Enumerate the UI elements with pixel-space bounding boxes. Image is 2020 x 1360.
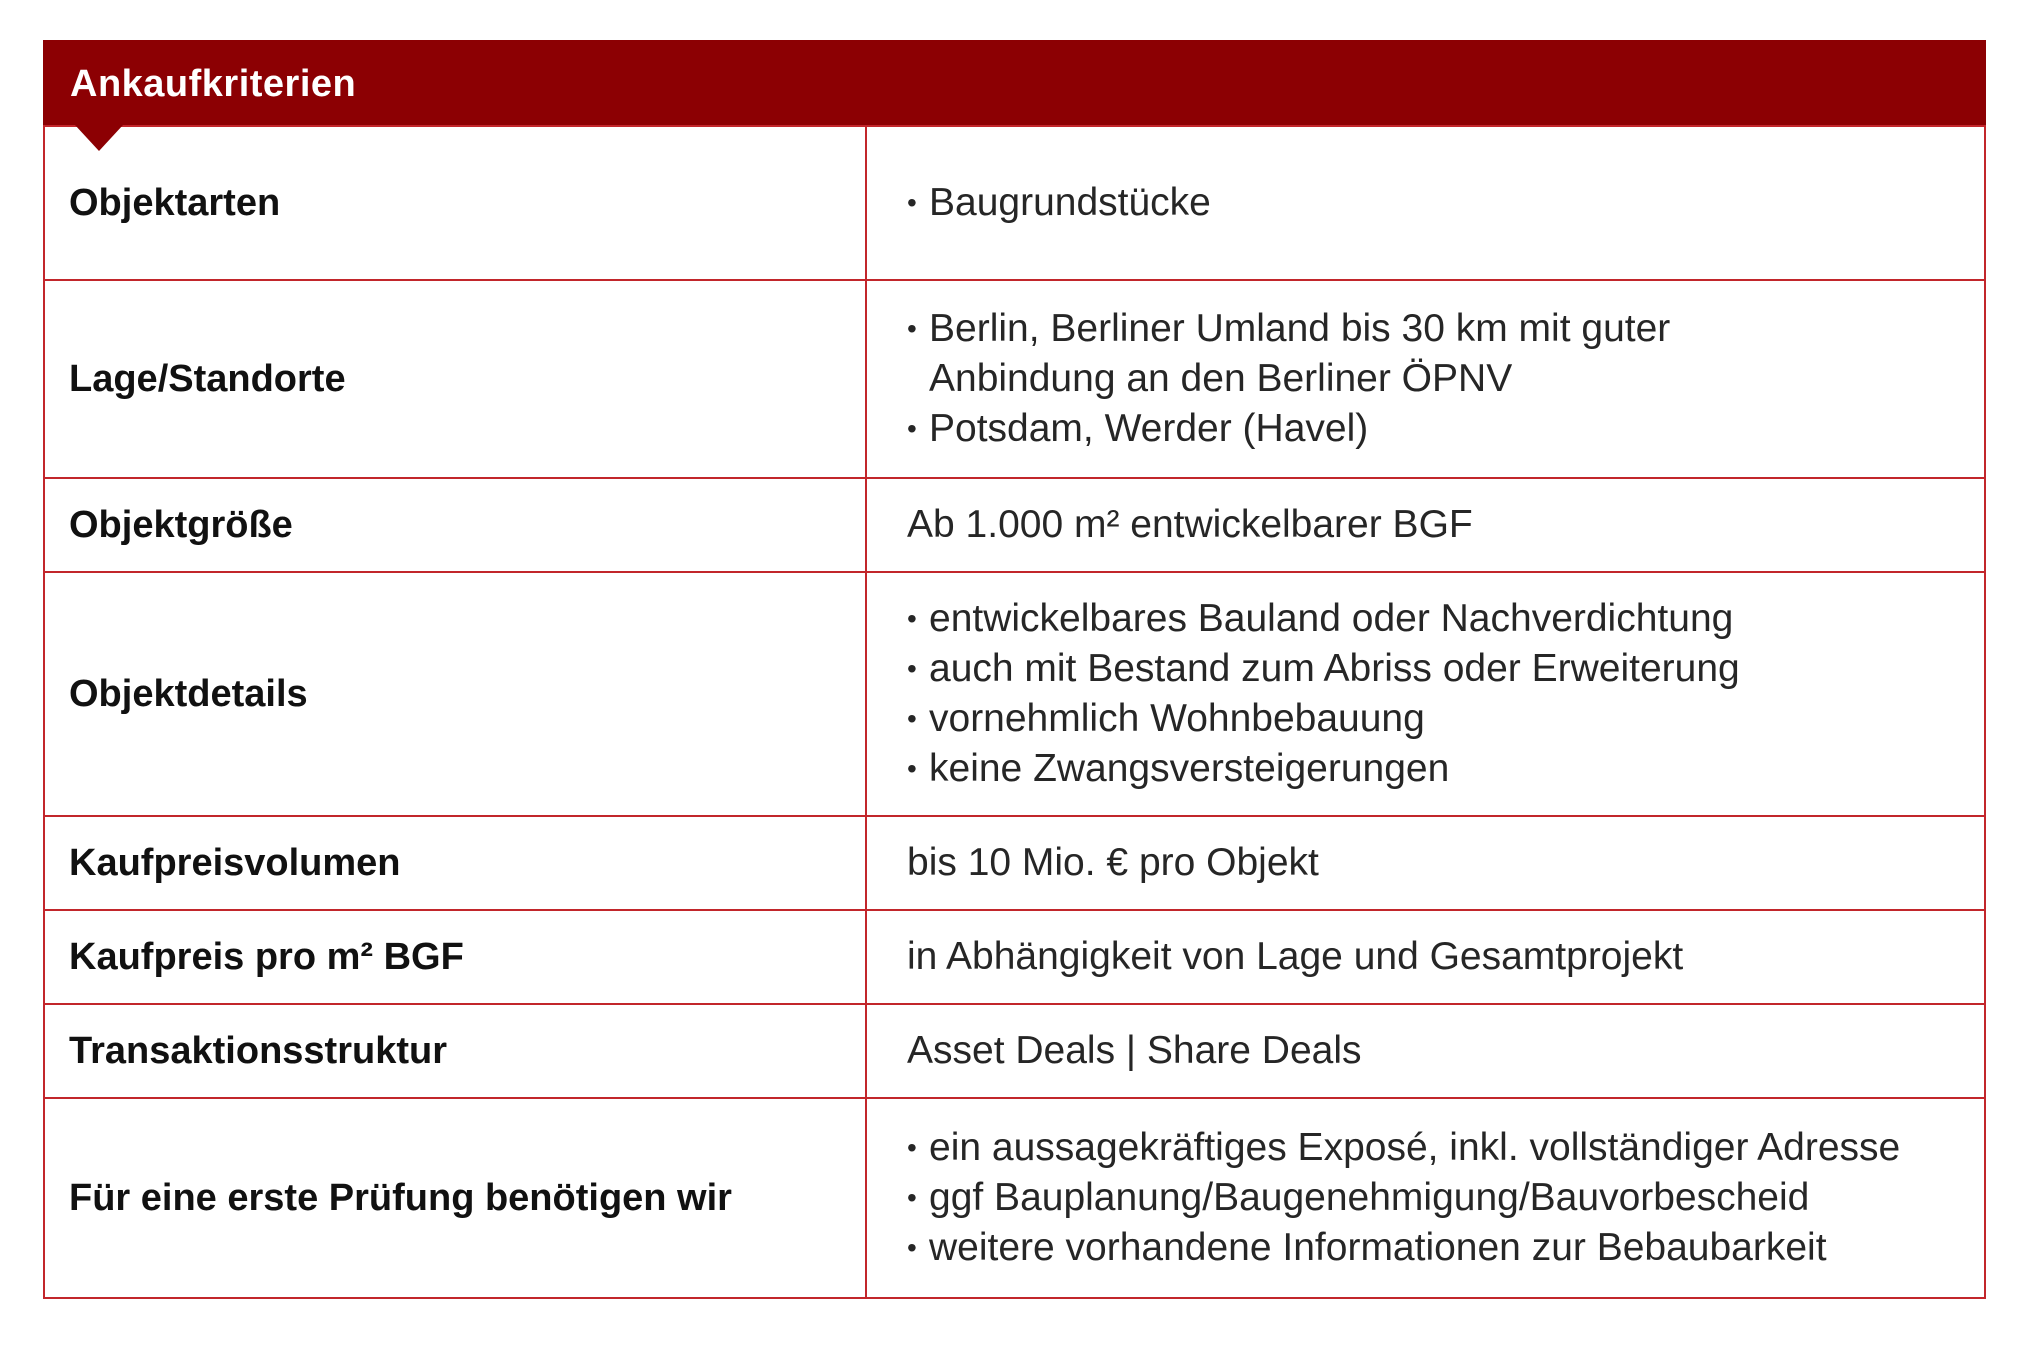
- bullet-item: • ggf Bauplanung/Baugenehmigung/Bauvorbescheid: [907, 1173, 1984, 1223]
- criteria-value: Ab 1.000 m² entwickelbarer BGF: [866, 478, 1985, 572]
- criteria-value: [866, 1098, 1985, 1298]
- table-row: [44, 478, 1985, 572]
- bullet-item: • vornehmlich Wohnbebauung: [907, 694, 1984, 744]
- criteria-label: Objektdetails: [44, 572, 866, 816]
- bullet-item: • entwickelbares Bauland oder Nachverdichtung: [907, 594, 1984, 644]
- table-row: [44, 816, 1985, 910]
- criteria-label: Für eine erste Prüfung benötigen wir: [44, 1098, 866, 1298]
- criteria-value: in Abhängigkeit von Lage und Gesamtprojekt: [866, 910, 1985, 1004]
- table-row: [44, 280, 1985, 478]
- criteria-label: Transaktionsstruktur: [44, 1004, 866, 1098]
- criteria-value: [866, 572, 1985, 816]
- criteria-card: [43, 40, 1986, 1299]
- bullet-item: • Potsdam, Werder (Havel): [907, 404, 1984, 454]
- criteria-value: bis 10 Mio. € pro Objekt: [866, 816, 1985, 910]
- criteria-table: [43, 125, 1986, 1299]
- header-pointer-icon: [75, 125, 123, 151]
- criteria-label: Lage/Standorte: [44, 280, 866, 478]
- criteria-value: [866, 126, 1985, 280]
- bullet-item: • ein aussagekräftiges Exposé, inkl. vollständiger Adresse: [907, 1123, 1984, 1173]
- bullet-item: • Berlin, Berliner Umland bis 30 km mit guter Anbindung an den Berliner ÖPNV: [907, 304, 1749, 404]
- criteria-label: Kaufpreis pro m² BGF: [44, 910, 866, 1004]
- bullet-item: • weitere vorhandene Informationen zur Bebaubarkeit: [907, 1223, 1984, 1273]
- table-row: [44, 910, 1985, 1004]
- criteria-label: Objektgröße: [44, 478, 866, 572]
- bullet-item: • keine Zwangsversteigerungen: [907, 744, 1984, 794]
- criteria-value: [866, 280, 1985, 478]
- bullet-item: • auch mit Bestand zum Abriss oder Erweiterung: [907, 644, 1984, 694]
- card-title: Ankaufkriterien: [70, 63, 357, 105]
- table-row: [44, 126, 1985, 280]
- criteria-value: Asset Deals | Share Deals: [866, 1004, 1985, 1098]
- criteria-label: Kaufpreisvolumen: [44, 816, 866, 910]
- table-row: [44, 1004, 1985, 1098]
- table-row: [44, 572, 1985, 816]
- table-row: [44, 1098, 1985, 1298]
- criteria-label: Objektarten: [44, 126, 866, 280]
- bullet-item: • Baugrundstücke: [907, 178, 1984, 228]
- card-header: [43, 40, 1986, 125]
